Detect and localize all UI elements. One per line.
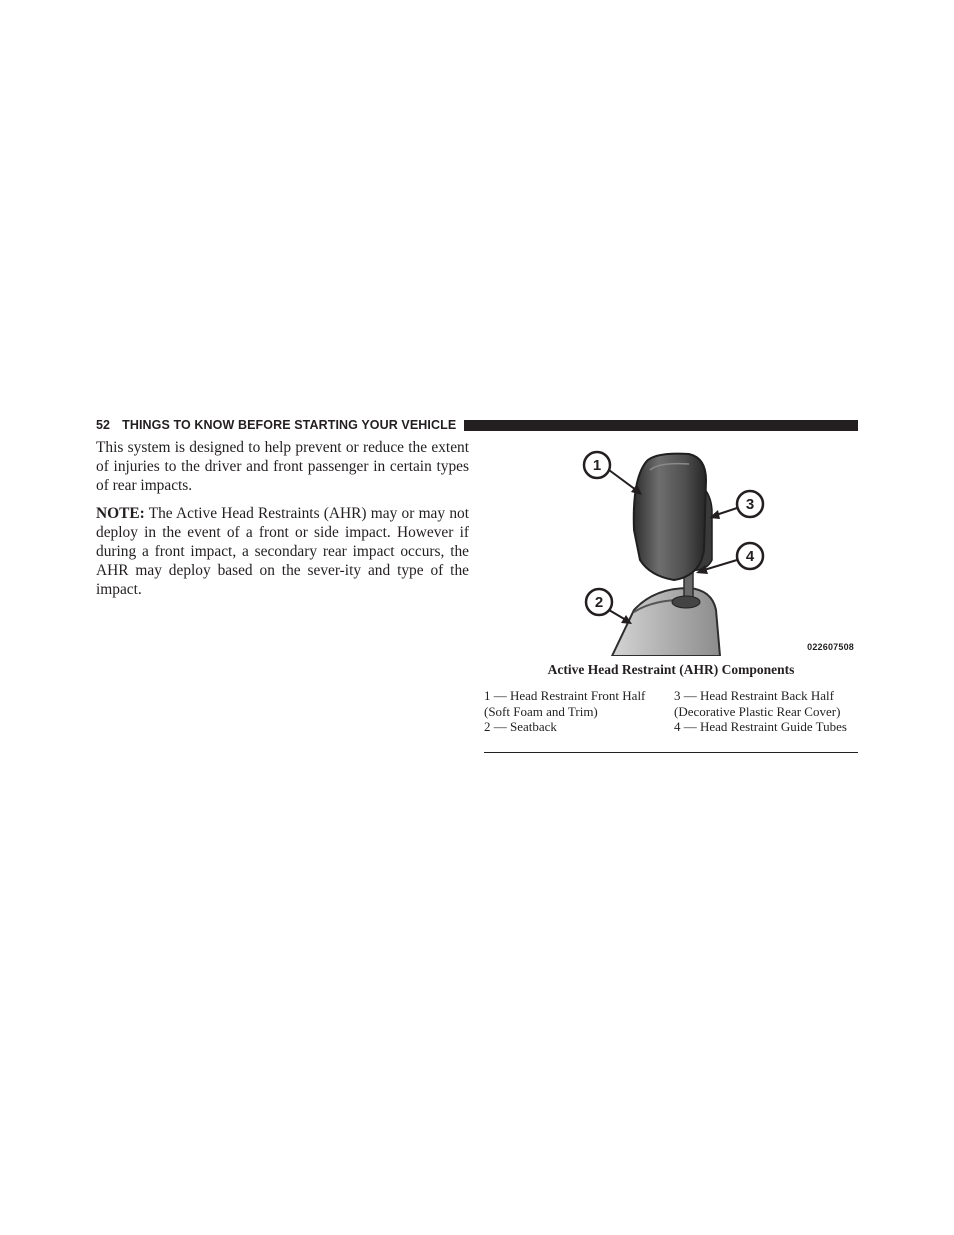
legend-item-3: 3 — Head Restraint Back Half (Decorative Plastic Rear Cover) xyxy=(674,688,841,719)
ahr-drawing xyxy=(484,440,858,656)
section-title: THINGS TO KNOW BEFORE STARTING YOUR VEHICLE xyxy=(122,418,457,432)
page-number: 52 xyxy=(96,418,111,432)
figure-caption: Active Head Restraint (AHR) Components xyxy=(547,662,795,677)
note-paragraph xyxy=(96,504,469,599)
legend-item-2: 2 — Seatback xyxy=(484,719,557,735)
legend-item-1: 1 — Head Restraint Front Half (Soft Foam and Trim) xyxy=(484,688,646,719)
callout-1-label: 1 xyxy=(592,457,602,474)
header-bar xyxy=(464,420,858,431)
body-text xyxy=(96,438,469,608)
note-label: NOTE: xyxy=(96,505,145,522)
callout-1-leader xyxy=(609,470,636,490)
page-header xyxy=(96,417,858,433)
image-code: 022607508 xyxy=(807,642,854,652)
ahr-illustration xyxy=(484,440,858,656)
guide-mount-shape xyxy=(672,596,700,608)
legend-item-4: 4 — Head Restraint Guide Tubes xyxy=(674,719,847,735)
callout-3-label: 3 xyxy=(745,496,755,513)
front-half-shape xyxy=(634,454,706,580)
note-text: The Active Head Restraints (AHR) may or may not deploy in the event of a front or side impact. However if during a front impact, a secondary rear impact occurs, the AHR may deploy based on the sever-ity and type of the impact. xyxy=(96,505,469,598)
callout-2-leader xyxy=(609,610,626,620)
callout-3-leader xyxy=(716,508,737,515)
callout-4-label: 4 xyxy=(745,548,755,565)
figure-legend xyxy=(484,688,858,735)
paragraph-1: This system is designed to help prevent or reduce the extent of injuries to the driver and front passenger in certain types of rear impacts. xyxy=(96,439,469,494)
callout-2-label: 2 xyxy=(594,594,604,611)
legend-divider xyxy=(484,752,858,753)
